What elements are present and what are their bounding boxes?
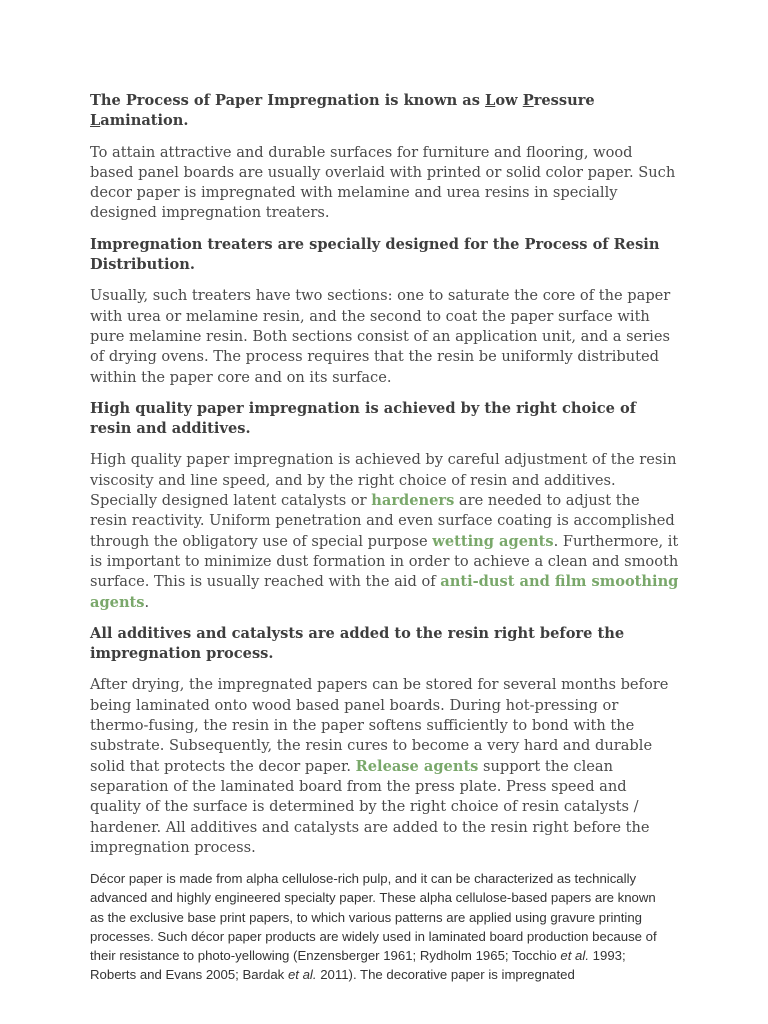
page-title [90, 91, 680, 132]
title-word-ressure: ressure [533, 92, 595, 109]
decor-text-2: 1993; Roberts and Evans 2005; Bardak [90, 947, 626, 983]
document-page [90, 91, 680, 984]
drying-text-2: support the clean separation of the laminated board from the press plate. Press speed and quality of the surface is determined by the right choice of resin catalysts / hardener. All additives and catalysts are added to the resin right before the impregnation process. [90, 757, 650, 856]
drying-text-1: After drying, the impregnated papers can be stored for several months before being laminated onto wood based panel boards. During hot-pressing or thermo-fusing, the resin in the paper softens sufficiently to bond with the substrate. Subsequently, the resin cures to become a very hard and durable solid that protects the decor paper. [90, 676, 669, 775]
heading-additives: All additives and catalysts are added to the resin right before the impregnation process. [90, 624, 625, 663]
title-initial-l2: L [90, 112, 101, 130]
release-agents-link[interactable]: Release agents [355, 757, 479, 775]
title-initial-p: P [522, 92, 534, 109]
hardeners-link[interactable]: hardeners [371, 492, 455, 510]
decor-text-1: Décor paper is made from alpha cellulose-rich pulp, and it can be characterized as technically advanced and highly engineered specialty paper. These alpha cellulose-based papers are known as the exclusive base print papers, to which various patterns are applied using gravure printing processes. Such décor paper products are widely used in laminated board production because of their resistance to photo-yellowing (Enzensberger 1961; Rydholm 1965; Tocchio [90, 871, 657, 963]
heading-treaters: Impregnation treaters are specially designed for the Process of Resin Distribution. [90, 235, 660, 274]
paragraph-treaters: Usually, such treaters have two sections: one to saturate the core of the paper with urea or melamine resin, and the second to coat the paper surface with pure melamine resin. Both sections consist of an application unit, and a series of drying ovens. The process requires that the resin be uniformly distributed within the paper core and on its surface. [90, 287, 671, 386]
title-prefix: The Process of Paper Impregnation is known as [90, 92, 486, 109]
quality-text-2: are needed to adjust the resin reactivity. Uniform penetration and even surface coating is accomplished through the obligatory use of special purpose [90, 492, 675, 550]
title-word-amination: amination. [100, 112, 189, 130]
title-word-ow: ow [495, 92, 523, 109]
wetting-agents-link[interactable]: wetting agents [432, 532, 554, 550]
quality-text-4: . [144, 593, 150, 611]
heading-quality: High quality paper impregnation is achieved by the right choice of resin and additives. [90, 399, 637, 438]
anti-dust-agents-link[interactable]: anti-dust and film smoothing agents [90, 573, 679, 611]
title-initial-l: L [485, 92, 496, 109]
quality-text-3: . Furthermore, it is important to minimize dust formation in order to achieve a clean and smooth surface. This is usually reached with the aid of [90, 532, 679, 591]
quality-text-1: High quality paper impregnation is achieved by careful adjustment of the resin viscosity and line speed, and by the right choice of resin and additives. Specially designed latent catalysts or [90, 451, 677, 510]
decor-etal-1: et al. [560, 947, 589, 963]
paragraph-intro: To attain attractive and durable surfaces for furniture and flooring, wood based panel boards are usually overlaid with printed or solid color paper. Such decor paper is impregnated with melamine and urea resins in specially designed impregnation treaters. [90, 143, 676, 222]
paragraph-quality [90, 450, 680, 612]
decor-etal-2: et al. [287, 967, 317, 983]
paragraph-drying [90, 675, 680, 858]
paragraph-decor-paper [90, 869, 665, 984]
decor-text-3: 2011). The decorative paper is impregnated [316, 967, 575, 983]
